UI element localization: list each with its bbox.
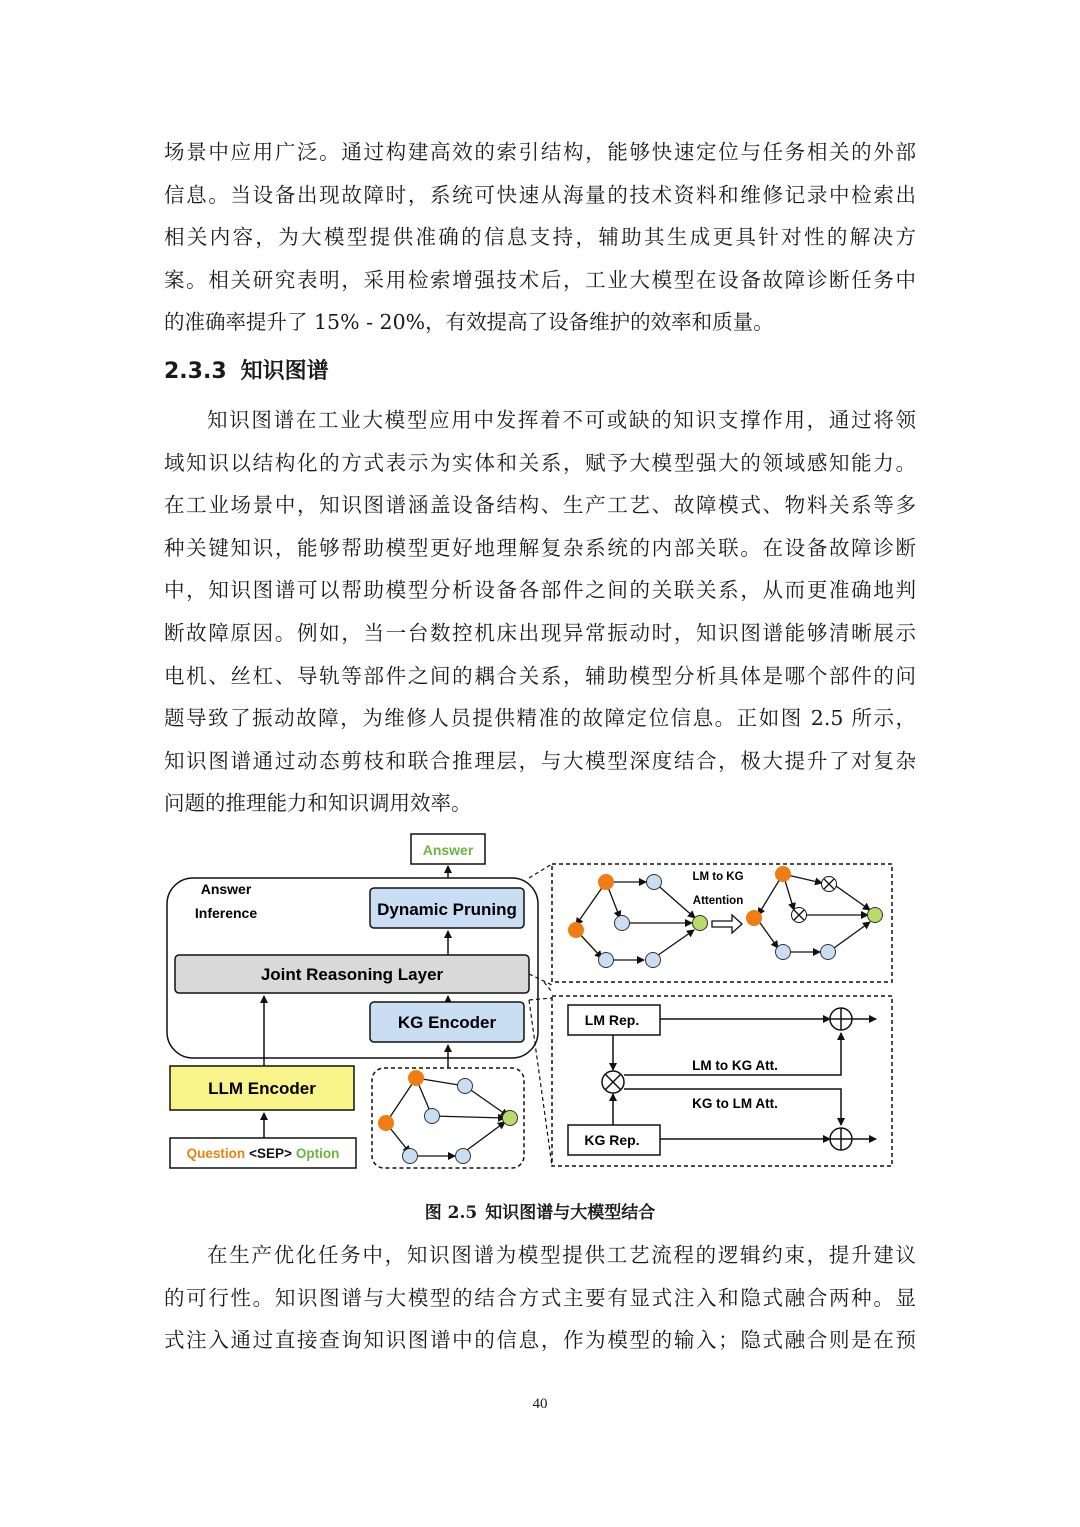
- section-heading: [164, 352, 329, 392]
- text-line: 知识图谱在工业大模型应用中发挥着不可或缺的知识支撑作用，通过将领: [207, 408, 916, 432]
- answer-box: [411, 834, 485, 864]
- transform-arrow: [712, 915, 742, 933]
- text-line: 的准确率提升了 15% - 20%，有效提高了设备维护的效率和质量。: [164, 310, 774, 335]
- kg-graph-input: [372, 1068, 524, 1168]
- llm-encoder-box: [170, 1066, 354, 1110]
- kg-rep-label: KG Rep.: [584, 1132, 640, 1148]
- lm-to-kg-attention-label: LM to KG: [692, 871, 744, 883]
- kg-encoder-box: [370, 1002, 524, 1042]
- attention-pruning-panel: [552, 864, 892, 982]
- text-line: 中，知识图谱可以帮助模型分析设备各部件之间的关联关系，从而更准确地判: [164, 578, 916, 603]
- answer-inference-label: Inference: [194, 905, 258, 921]
- sep-label: <SEP>: [249, 1146, 292, 1161]
- figure-title: 知识图谱与大模型结合: [485, 1203, 656, 1223]
- text-line: 在生产优化任务中，知识图谱为模型提供工艺流程的逻辑约束，提升建议: [207, 1243, 916, 1267]
- text-line: 断故障原因。例如，当一台数控机床出现异常振动时，知识图谱能够清晰展示: [164, 620, 916, 645]
- text-line: 域知识以结构化的方式表示为实体和关系，赋予大模型强大的领域感知能力。: [164, 450, 916, 475]
- text-line: 题导致了振动故障，为维修人员提供精准的故障定位信息。正如图 2.5 所示，: [164, 706, 916, 731]
- text-line: 在工业场景中，知识图谱涵盖设备结构、生产工艺、故障模式、物料关系等多: [164, 493, 916, 518]
- kg-to-lm-att-label: KG to LM Att.: [692, 1096, 778, 1111]
- llm-encoder-label: LLM Encoder: [208, 1079, 316, 1098]
- answer-label: Answer: [422, 842, 474, 858]
- section-title: 知识图谱: [240, 359, 329, 384]
- input-box: [170, 1138, 356, 1168]
- paragraph-knowledge-graph: [164, 399, 916, 825]
- kg-encoder-label: KG Encoder: [397, 1013, 497, 1032]
- dynamic-pruning-label: Dynamic Pruning: [377, 900, 517, 919]
- lm-to-kg-att-label: LM to KG Att.: [692, 1058, 778, 1073]
- text-line: 电机、丝杠、导轨等部件之间的耦合关系，辅助模型分析具体是哪个部件的问: [164, 663, 916, 688]
- paragraph-production: [164, 1234, 916, 1362]
- paragraph-retrieval: [164, 131, 916, 344]
- svg-text:Question<SEP>Option: [187, 1146, 340, 1161]
- text-line: 问题的推理能力和知识调用效率。: [164, 791, 472, 816]
- figure-caption: [0, 1198, 1080, 1228]
- option-label: Option: [295, 1146, 340, 1161]
- lm-to-kg-attention-label: Attention: [692, 895, 744, 907]
- answer-inference-label: Answer: [200, 881, 252, 897]
- text-line: 的可行性。知识图谱与大模型的结合方式主要有显式注入和隐式融合两种。显: [164, 1285, 916, 1310]
- text-line: 信息。当设备出现故障时，系统可快速从海量的技术资料和维修记录中检索出: [164, 182, 916, 207]
- joint-reasoning-detail-panel: [552, 996, 892, 1166]
- question-label: Question: [186, 1146, 246, 1161]
- text-line: 案。相关研究表明，采用检索增强技术后，工业大模型在设备故障诊断任务中: [164, 267, 916, 292]
- text-line: 相关内容，为大模型提供准确的信息支持，辅助其生成更具针对性的解决方: [164, 225, 916, 250]
- joint-reasoning-box: [175, 955, 529, 993]
- joint-reasoning-label: Joint Reasoning Layer: [260, 965, 444, 984]
- text-line: 式注入通过直接查询知识图谱中的信息，作为模型的输入；隐式融合则是在预: [164, 1328, 916, 1353]
- dynamic-pruning-box: [370, 888, 524, 928]
- connector-line: [529, 864, 552, 878]
- section-number: 2.3.3: [164, 359, 227, 384]
- kg-llm-figure: [160, 830, 900, 1175]
- text-line: 知识图谱通过动态剪枝和联合推理层，与大模型深度结合，极大提升了对复杂: [164, 748, 916, 773]
- lm-rep-label: LM Rep.: [584, 1012, 640, 1028]
- figure-number: 图 2.5: [424, 1203, 478, 1223]
- text-line: 场景中应用广泛。通过构建高效的索引结构，能够快速定位与任务相关的外部: [164, 140, 916, 164]
- page-number: 40: [532, 1396, 548, 1412]
- text-line: 种关键知识，能够帮助模型更好地理解复杂系统的内部关联。在设备故障诊断: [164, 535, 916, 560]
